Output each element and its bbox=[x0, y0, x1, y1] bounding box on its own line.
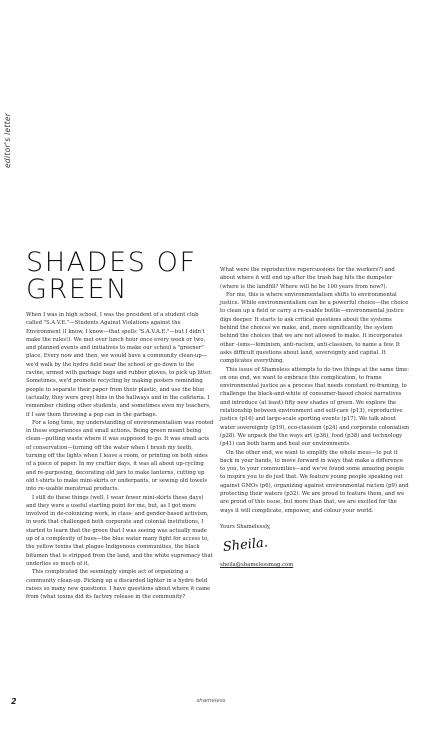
paragraph: This complicated the seemingly simple act of organizing a community clean-up. Picking up a discarded lighter in a hydro field raises so many new questions. I have questions about where it came from (what toxins did its factory release in the community? bbox=[26, 569, 211, 601]
left-column bbox=[26, 311, 214, 601]
section-label: editor's letter bbox=[3, 112, 12, 168]
paragraph: What were the reproductive repercussions for the workers?) and about where it will end up after the trash bag hits the dumpster (where is the landfill? Where will he be 100 years from now?). bbox=[220, 267, 395, 290]
paragraph: When I was in high school, I was the president of a student club called "S.A.V.E."—Students Against Violations against the Environment (I know, I know—that spells "S.A.V.A.E."—but I didn't make the rules!). We met over lunch hour once every week or two, and planned events and initiatives to make our school a "greener" place. Every now and then, we would have a community clean-up—we'd walk by the hydro field near the school or go down to the ravine, armed with garbage bags and rubber gloves, to pick up litter. Sometimes, we'd promote recycling by making posters reminding people to separate their paper from their plastic, and use the blue (actually, they were grey) bins in the hallways and in the cafeteria. I remember chiding other students, and sometimes even my teachers, if I saw them throwing a pop can in the garbage. bbox=[26, 312, 212, 418]
paragraph: For me, this is where environmentalism shifts to environmental justice. While environmentalism can be a powerful choice—the choice to clean up a field or carry a re-usable bottle—environmental justice digs deeper. It starts to ask critical questions about the systems behind the choices we make, and, more significantly, the system behind the choices that we are not allowed to make. It incorporates other -isms—feminism, anti-racism, anti-classism, to name a few. It asks difficult questions about land, sovereignty and capital. It complicates everything. bbox=[220, 291, 409, 365]
page-number: 2 bbox=[11, 697, 17, 706]
paragraph: On the other end, we want to simplify the whole mess—to put it back in your hands, to move forward in ways that make a difference to you, to your communities—and we've found some amazing people to inspire you to do just that. We feature young people speaking out against GMOs (p6), organizing against environmental racism (p9) and protecting their waters (p32). We are proud to feature them, and we are proud of this issue, but more than that, we are excited for the ways it will complicate, empower, and colour your world. bbox=[220, 449, 409, 514]
paragraph: For a long time, my understanding of environmentalism was rooted in these experiences and small actions. Being green meant being clean—putting waste where it was supposed to go. It was small acts of conservation—turning off the water when I brush my teeth, turning off the lights when I leave a room, or printing on both sides of a piece of paper. In my craftier days, it was all about up-cycling and re-purposing, decorating old jars to make lanterns, cutting up old t-shirts to make mini-skirts or underpants, or sewing old towels into re-usable menstrual products. bbox=[26, 419, 214, 493]
title-line-2: GREEN bbox=[26, 274, 128, 305]
paragraph: This issue of Shameless attempts to do two things at the same time: on one end, we want to embrace this complication, to frame environmental justice as a process that needs constant re-framing, to challenge the black-and-white of consumer-based choice narratives and introduce (at least) fifty new shades of green. We explore the relationship between environment and self-care (p13), reproductive justice (p16) and large-scale sporting events (p17). We talk about water sovereignty (p19), eco-classism (p24) and corporate colonialism (p28). We unpack the the ways art (p36), food (p38) and technology (p41) can both harm and heal our environments. bbox=[220, 366, 410, 448]
right-column bbox=[220, 266, 410, 570]
closing-line: Yours Shamelessly, bbox=[220, 523, 271, 530]
page-title bbox=[26, 249, 226, 303]
paragraph: I still do these things (well, I wear fewer mini-skirts these days) and they were a useful starting point for me, but, as I got more involved in de-colonizing work, in class- and gender-based activism, in work that challenged both corporate and colonial institutions, I started to learn that the green that I was seeing was actually made up of a complexity of hues—the blue water many fight for access to, the yellow toxins that plague Indigenous communities, the black bitumen that is stripped from the land, and the white supremacy that underlies so much of it. bbox=[26, 494, 213, 567]
footer-magazine-name: shameless bbox=[196, 698, 226, 704]
signature: Sheila. bbox=[222, 535, 269, 556]
email-link[interactable]: sheila@shamelessmag.com bbox=[220, 562, 294, 569]
title-line-1: SHADES OF bbox=[26, 247, 197, 278]
